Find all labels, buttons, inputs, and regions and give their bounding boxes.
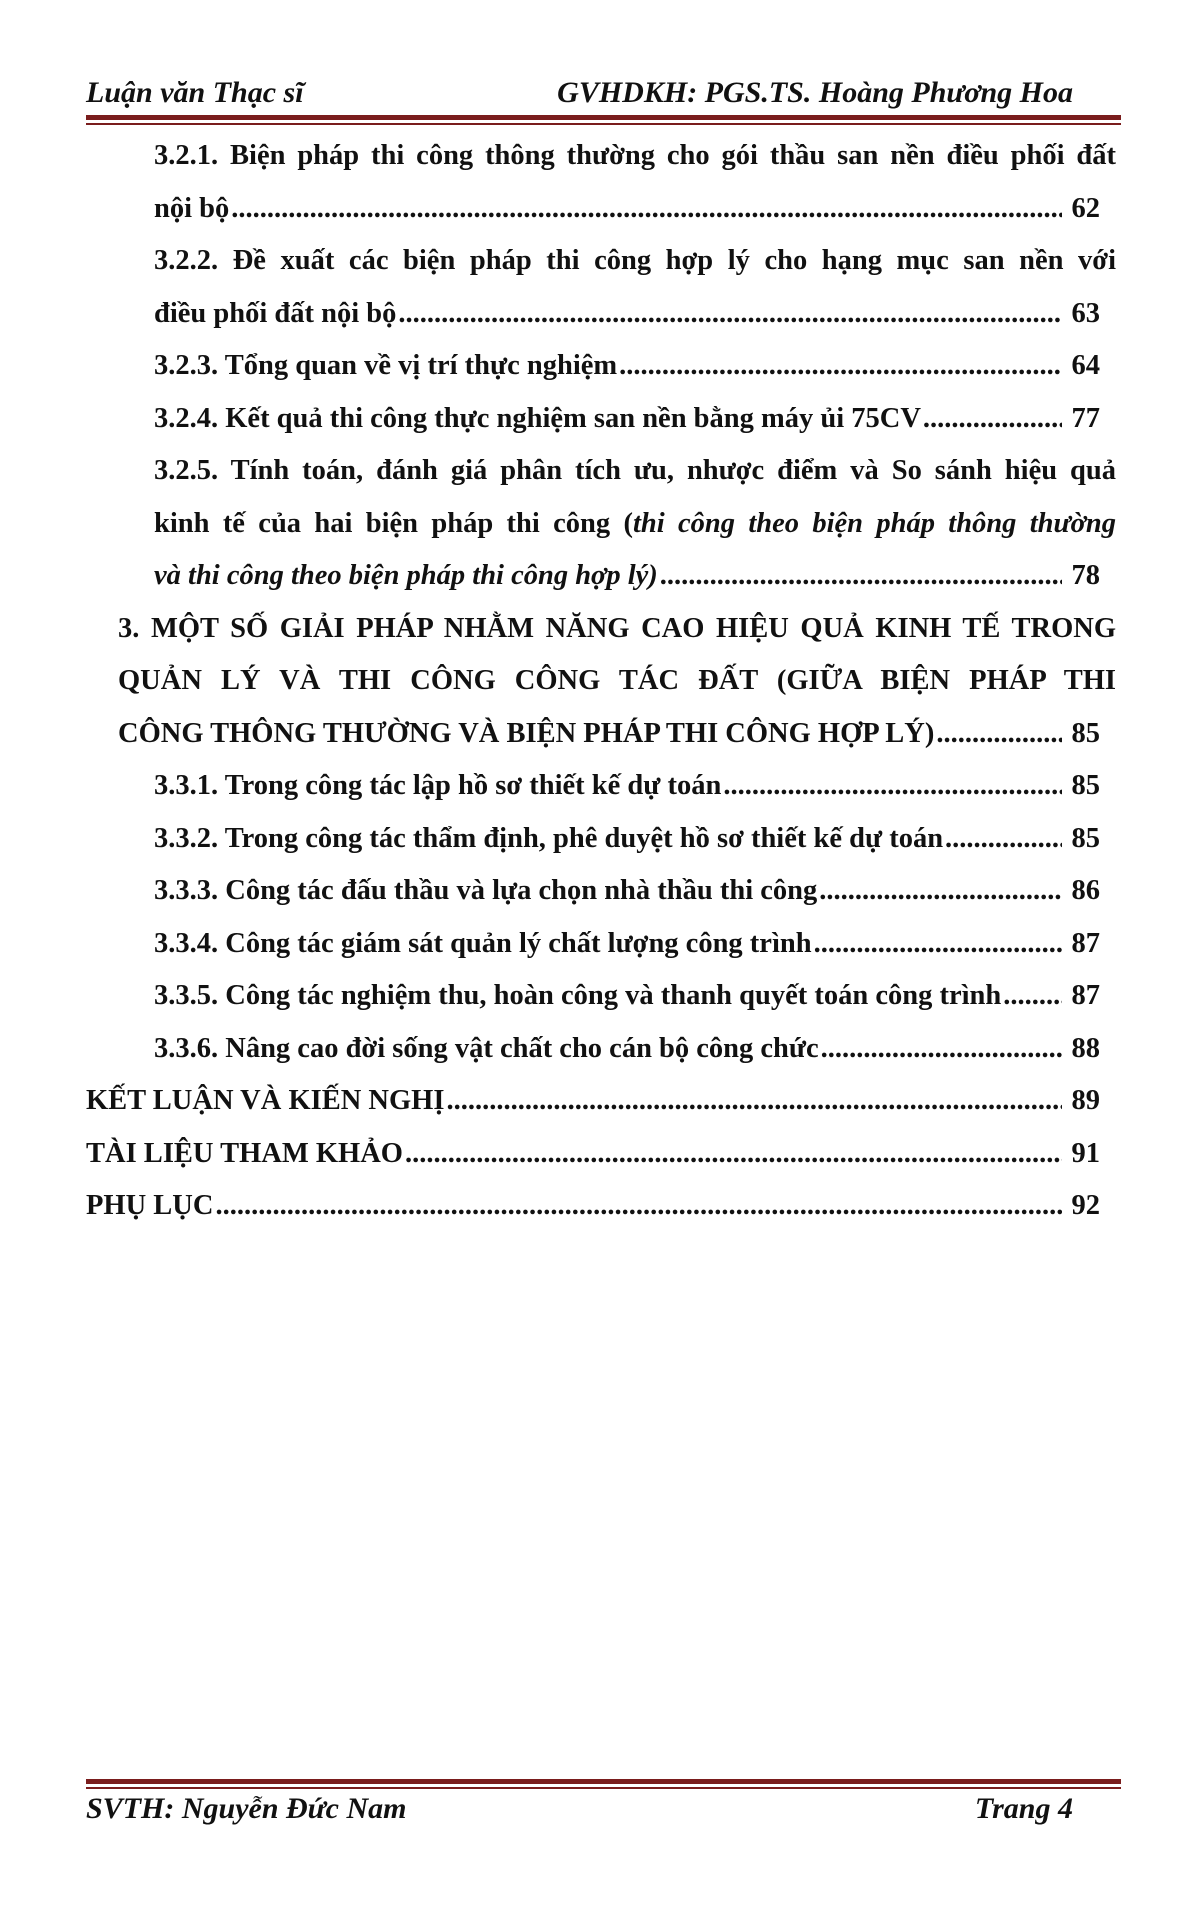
dot-leader <box>723 760 1062 813</box>
toc-entry-text: nội bộ <box>154 192 230 224</box>
toc-entry-conclusion[interactable] <box>86 1075 1116 1128</box>
toc-entry-text: 3.3.5. Công tác nghiệm thu, hoàn công và thanh quyết toán công trình <box>154 980 1002 1011</box>
toc-page-number: 63 <box>1071 297 1100 329</box>
dot-leader <box>923 393 1062 446</box>
table-of-contents <box>86 130 1116 1233</box>
toc-page-number: 64 <box>1071 350 1100 381</box>
footer-rule <box>86 1779 1121 1789</box>
dot-leader <box>936 708 1062 761</box>
toc-entry-text: 3.3.4. Công tác giám sát quản lý chất lượng công trình <box>154 927 812 959</box>
dot-leader <box>1003 970 1062 1023</box>
toc-entry-3-3-2[interactable] <box>86 813 1116 866</box>
toc-entry-references[interactable] <box>86 1128 1116 1181</box>
toc-entry-text: điều phối đất nội bộ <box>154 297 397 329</box>
dot-leader <box>821 1023 1062 1076</box>
header-thesis-type: Luận văn Thạc sĩ <box>86 76 304 109</box>
toc-entry-3-2-3[interactable] <box>86 340 1116 393</box>
toc-page-number: 78 <box>1071 560 1100 591</box>
toc-page-number: 77 <box>1071 402 1100 434</box>
toc-page-number: 62 <box>1071 192 1100 224</box>
toc-entry-text: QUẢN LÝ VÀ THI CÔNG CÔNG TÁC ĐẤT (GIỮA BIỆN PHÁP THI <box>118 665 1116 696</box>
toc-entry-appendix[interactable] <box>86 1180 1116 1233</box>
toc-entry-text-line2: kinh tế của hai biện pháp thi công (thi công theo biện pháp thông thường <box>154 507 1116 539</box>
toc-page-number: 87 <box>1071 927 1100 959</box>
toc-page-number: 92 <box>1071 1190 1100 1221</box>
dot-leader <box>619 340 1062 393</box>
toc-page-number: 85 <box>1071 770 1100 801</box>
toc-entry-3-3-1[interactable] <box>86 760 1116 813</box>
toc-page-number: 85 <box>1071 822 1100 854</box>
toc-entry-text: và thi công theo biện pháp thi công hợp lý) <box>154 560 658 591</box>
toc-entry-text: 3.2.1. Biện pháp thi công thông thường cho gói thầu san nền điều phối đất <box>154 140 1116 171</box>
toc-entry-text: CÔNG THÔNG THƯỜNG VÀ BIỆN PHÁP THI CÔNG HỢP LÝ) <box>118 717 935 749</box>
toc-entry-3-3-4[interactable] <box>86 918 1116 971</box>
toc-entry-3-2-2[interactable] <box>86 235 1116 340</box>
page-header <box>86 76 1121 110</box>
dot-leader <box>215 1180 1062 1233</box>
toc-page-number: 88 <box>1071 1032 1100 1064</box>
toc-entry-text: KẾT LUẬN VÀ KIẾN NGHỊ <box>86 1085 445 1116</box>
dot-leader <box>231 183 1062 236</box>
toc-entry-3-3-5[interactable] <box>86 970 1116 1023</box>
toc-entry-text: 3.3.1. Trong công tác lập hồ sơ thiết kế dự toán <box>154 770 722 801</box>
toc-entry-text: 3.2.4. Kết quả thi công thực nghiệm san nền bằng máy ủi 75CV <box>154 402 921 434</box>
toc-entry-3-3-6[interactable] <box>86 1023 1116 1076</box>
dot-leader <box>398 288 1062 341</box>
toc-entry-3-3-3[interactable] <box>86 865 1116 918</box>
toc-entry-3-2-1[interactable] <box>86 130 1116 235</box>
dot-leader <box>945 813 1062 866</box>
dot-leader <box>446 1075 1062 1128</box>
toc-entry-text: 3.3.2. Trong công tác thẩm định, phê duyệt hồ sơ thiết kế dự toán <box>154 822 944 854</box>
toc-entry-3-2-4[interactable] <box>86 393 1116 446</box>
toc-page-number: 87 <box>1071 980 1100 1011</box>
dot-leader <box>814 918 1062 971</box>
toc-entry-text: 3.2.3. Tổng quan về vị trí thực nghiệm <box>154 350 618 381</box>
toc-entry-text: 3.2.2. Đề xuất các biện pháp thi công hợp lý cho hạng mục san nền với <box>154 245 1116 276</box>
header-advisor: GVHDKH: PGS.TS. Hoàng Phương Hoa <box>557 76 1073 109</box>
dot-leader <box>819 865 1062 918</box>
toc-entry-text: PHỤ LỤC <box>86 1190 214 1221</box>
toc-entry-text: 3. MỘT SỐ GIẢI PHÁP NHẰM NĂNG CAO HIỆU QUẢ KINH TẾ TRONG <box>118 612 1116 644</box>
toc-entry-text: TÀI LIỆU THAM KHẢO <box>86 1137 403 1169</box>
toc-page-number: 89 <box>1071 1085 1100 1116</box>
page-footer <box>86 1792 1121 1826</box>
footer-author: SVTH: Nguyễn Đức Nam <box>86 1792 407 1825</box>
toc-page-number: 86 <box>1071 875 1100 906</box>
toc-entry-text: 3.3.6. Nâng cao đời sống vật chất cho cán bộ công chức <box>154 1032 819 1064</box>
toc-entry-text: 3.2.5. Tính toán, đánh giá phân tích ưu, nhược điểm và So sánh hiệu quả <box>154 455 1116 486</box>
toc-entry-text: 3.3.3. Công tác đấu thầu và lựa chọn nhà thầu thi công <box>154 875 818 906</box>
dot-leader <box>405 1128 1062 1181</box>
toc-entry-3-2-5[interactable] <box>86 445 1116 603</box>
toc-page-number: 91 <box>1071 1137 1100 1169</box>
footer-page-label: Trang 4 <box>974 1792 1073 1825</box>
dot-leader <box>660 550 1062 603</box>
toc-page-number: 85 <box>1071 717 1100 749</box>
toc-entry-section-3[interactable] <box>86 603 1116 761</box>
header-rule <box>86 115 1121 125</box>
